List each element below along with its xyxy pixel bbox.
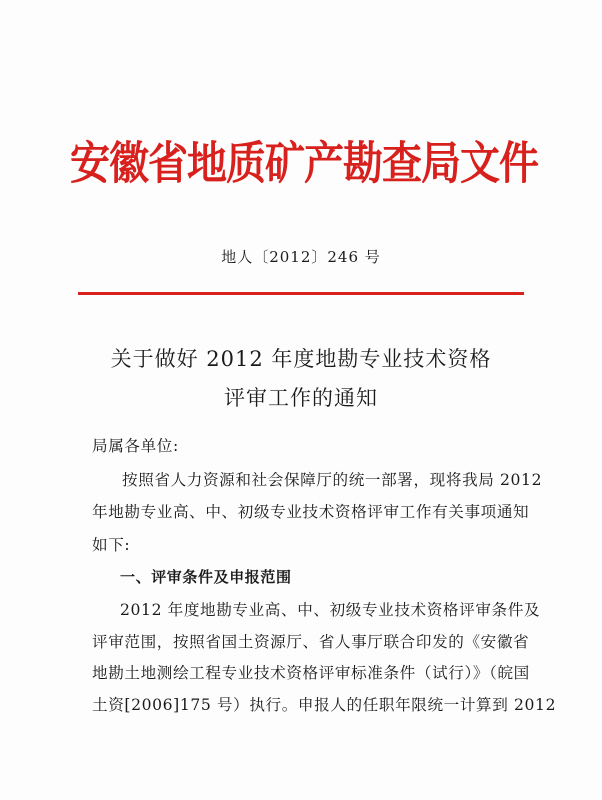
section-body-line: 土资[2006]175 号）执行。申报人的任职年限统一计算到 2012 — [92, 696, 557, 714]
document-number: 地人〔2012〕246 号 — [221, 248, 381, 266]
notice-title-line-2: 评审工作的通知 — [224, 386, 378, 410]
section-body-line: 评审范围，按照省国土资源厅、省人事厅联合印发的《安徽省 — [92, 633, 530, 651]
salutation: 局属各单位: — [92, 437, 179, 455]
section-body-line: 2012 年度地勘专业高、中、初级专业技术资格评审条件及 — [120, 601, 541, 619]
red-divider-line — [78, 292, 524, 295]
notice-title-line-1: 关于做好 2012 年度地勘专业技术资格 — [110, 347, 492, 371]
body-line: 年地勘专业高、中、初级专业技术资格评审工作有关事项通知 — [92, 503, 530, 521]
section-body-line: 地勘土地测绘工程专业技术资格评审标准条件（试行）》（皖国 — [92, 664, 530, 682]
body-line: 按照省人力资源和社会保障厅的统一部署，现将我局 2012 — [122, 471, 543, 489]
section-heading: 一、评审条件及申报范围 — [120, 568, 292, 586]
body-line: 如下: — [92, 536, 131, 554]
issuing-authority-header: 安徽省地质矿产勘查局文件 — [70, 137, 538, 190]
